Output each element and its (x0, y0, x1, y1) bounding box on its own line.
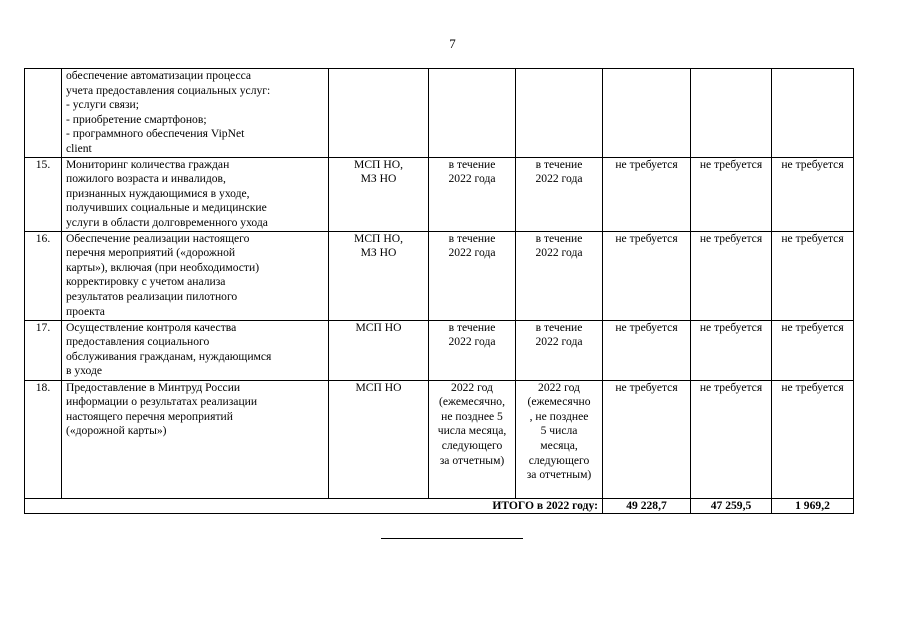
executor-line: МСП НО (355, 380, 402, 394)
page-number: 7 (449, 36, 456, 51)
total-value-2: 47 259,5 (691, 498, 772, 514)
description-line: настоящего перечня мероприятий (66, 409, 233, 423)
description-line: - приобретение смартфонов; (66, 112, 207, 126)
end-date-line: 2022 года (535, 246, 583, 260)
end-date-line: в течение (535, 320, 583, 334)
funding-1 (603, 69, 691, 158)
description-line: - программного обеспечения VipNet (66, 127, 245, 141)
start-date-line: 2022 года (448, 246, 496, 260)
end-date-line: в течение (535, 157, 583, 171)
start-date-line: не позднее 5 (441, 409, 503, 423)
description-line: Обеспечение реализации настоящего (66, 231, 250, 245)
end-date-line: 2022 года (535, 335, 583, 349)
funding-2: не требуется (691, 320, 772, 380)
executor-cell (329, 380, 429, 498)
description-line: перечня мероприятий («дорожной (66, 246, 236, 260)
total-value-1: 49 228,7 (603, 498, 691, 514)
start-date-line: 2022 года (448, 172, 496, 186)
total-label: ИТОГО в 2022 году: (25, 498, 603, 514)
row-number: 16. (25, 231, 62, 320)
funding-3 (772, 69, 854, 158)
description-line: пожилого возраста и инвалидов, (66, 172, 226, 186)
description-line: признанных нуждающимися в уходе, (66, 186, 250, 200)
description-line: карты»), включая (при необходимости) (66, 260, 260, 274)
measure-description (62, 69, 329, 158)
signature-line (381, 538, 523, 539)
start-date-cell (429, 69, 516, 158)
funding-3: не требуется (772, 320, 854, 380)
funding-1: не требуется (603, 157, 691, 231)
executor-line: МСП НО (355, 320, 402, 334)
end-date-line: за отчетным) (526, 468, 592, 482)
funding-1: не требуется (603, 320, 691, 380)
description-line: предоставления социального (66, 335, 210, 349)
funding-2 (691, 69, 772, 158)
description-line: информации о результатах реализации (66, 395, 258, 409)
start-date-line: (ежемесячно, (439, 395, 505, 409)
description-line: получивших социальные и медицинские (66, 201, 267, 215)
description-line: результатов реализации пилотного (66, 289, 238, 303)
funding-2: не требуется (691, 380, 772, 498)
description-line: услуги в области долговременного ухода (66, 215, 268, 229)
description-line: Осуществление контроля качества (66, 320, 237, 334)
executor-cell (329, 320, 429, 380)
funding-2: не требуется (691, 157, 772, 231)
executor-line: МСП НО, (354, 157, 403, 171)
table-row (25, 231, 854, 320)
start-date-cell (429, 157, 516, 231)
table-row (25, 157, 854, 231)
executor-line: МЗ НО (360, 172, 397, 186)
total-row (25, 498, 854, 514)
row-number: 17. (25, 320, 62, 380)
start-date-line: в течение (448, 320, 496, 334)
executor-cell (329, 157, 429, 231)
start-date-cell (429, 380, 516, 498)
table-row (25, 320, 854, 380)
measures-table (24, 68, 854, 514)
funding-1: не требуется (603, 380, 691, 498)
description-line: учета предоставления социальных услуг: (66, 83, 271, 97)
executor-line: МСП НО, (354, 231, 403, 245)
end-date-cell (516, 320, 603, 380)
measure-description (62, 380, 329, 498)
row-number: 18. (25, 380, 62, 498)
description-line: проекта (66, 304, 105, 318)
start-date-cell (429, 320, 516, 380)
description-line: («дорожной карты») (66, 424, 167, 438)
measure-description (62, 157, 329, 231)
start-date-cell (429, 231, 516, 320)
description-line: Мониторинг количества граждан (66, 157, 230, 171)
end-date-cell (516, 157, 603, 231)
end-date-line: 2022 года (535, 172, 583, 186)
end-date-line: в течение (535, 231, 583, 245)
description-line: в уходе (66, 364, 103, 378)
funding-1: не требуется (603, 231, 691, 320)
description-line: client (66, 141, 92, 155)
end-date-cell (516, 231, 603, 320)
start-date-line: числа месяца, (437, 424, 507, 438)
start-date-line: в течение (448, 231, 496, 245)
funding-2: не требуется (691, 231, 772, 320)
start-date-line: 2022 год (451, 380, 493, 394)
executor-cell (329, 231, 429, 320)
description-line: обслуживания гражданам, нуждающимся (66, 349, 272, 363)
start-date-line: следующего (441, 438, 503, 452)
funding-3: не требуется (772, 157, 854, 231)
measure-description (62, 231, 329, 320)
description-line: корректировку с учетом анализа (66, 275, 226, 289)
start-date-line: за отчетным) (439, 453, 505, 467)
end-date-line: (ежемесячно (527, 395, 591, 409)
table-row (25, 380, 854, 498)
start-date-line: в течение (448, 157, 496, 171)
end-date-line: 5 числа (540, 424, 578, 438)
measure-description (62, 320, 329, 380)
executor-cell (329, 69, 429, 158)
row-number: 15. (25, 157, 62, 231)
end-date-cell (516, 380, 603, 498)
description-line: Предоставление в Минтруд России (66, 380, 241, 394)
funding-3: не требуется (772, 231, 854, 320)
table-row (25, 69, 854, 158)
start-date-line: 2022 года (448, 335, 496, 349)
funding-3: не требуется (772, 380, 854, 498)
row-number (25, 69, 62, 158)
total-value-3: 1 969,2 (772, 498, 854, 514)
executor-line: МЗ НО (360, 246, 397, 260)
end-date-line: месяца, (540, 438, 578, 452)
end-date-line: 2022 год (538, 380, 580, 394)
description-line: обеспечение автоматизации процесса (66, 69, 252, 82)
end-date-line: следующего (528, 453, 590, 467)
end-date-cell (516, 69, 603, 158)
description-line: - услуги связи; (66, 98, 139, 112)
end-date-line: , не позднее (529, 409, 589, 423)
